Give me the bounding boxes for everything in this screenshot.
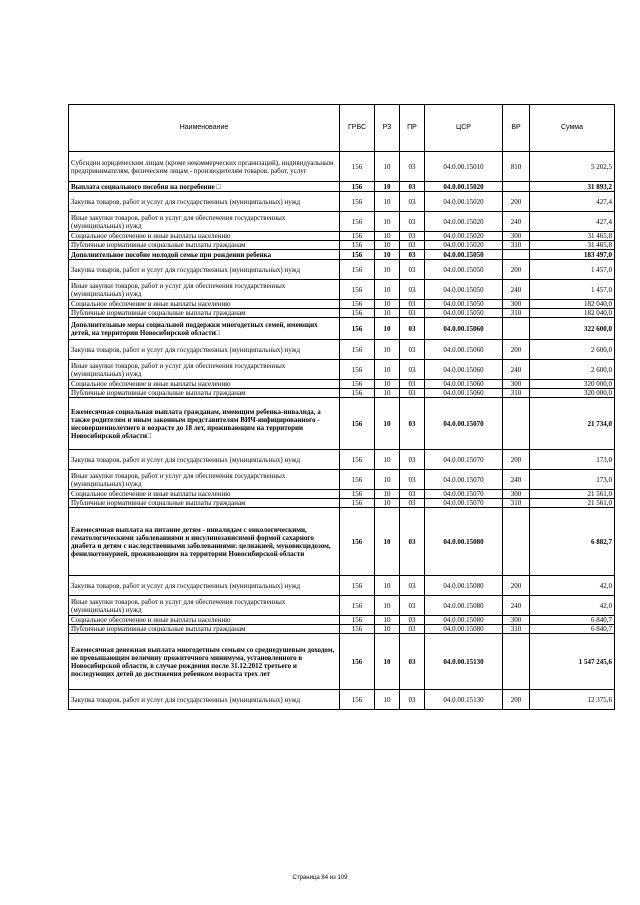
cell-vr: 310 — [503, 499, 530, 508]
cell-sum: 21 561,0 — [530, 490, 615, 499]
table-row — [69, 260, 615, 280]
cell-csr: 04.0.00.15060 — [425, 360, 503, 380]
cell-grbs: 156 — [340, 616, 375, 625]
cell-vr: 200 — [503, 450, 530, 470]
cell-rz: 10 — [375, 380, 400, 389]
cell-grbs: 156 — [340, 250, 375, 260]
cell-sum: 6 840,7 — [530, 625, 615, 634]
cell-vr: 200 — [503, 576, 530, 596]
cell-pr: 03 — [400, 232, 425, 241]
cell-pr: 03 — [400, 490, 425, 499]
cell-name: Иные закупки товаров, работ и услуг для обеспечения государственных (муниципальных) нужд — [69, 596, 340, 616]
cell-rz: 10 — [375, 250, 400, 260]
cell-grbs: 156 — [340, 625, 375, 634]
cell-pr: 03 — [400, 212, 425, 232]
table-row — [69, 576, 615, 596]
table-row — [69, 280, 615, 300]
table-row — [69, 596, 615, 616]
cell-name: Закупка товаров, работ и услуг для государственных (муниципальных) нужд — [69, 192, 340, 212]
cell-pr: 03 — [400, 280, 425, 300]
page-number: Страница 84 из 109 — [292, 875, 348, 881]
cell-pr: 03 — [400, 508, 425, 576]
cell-pr: 03 — [400, 360, 425, 380]
cell-vr: 200 — [503, 690, 530, 710]
cell-vr: 240 — [503, 212, 530, 232]
cell-vr: 310 — [503, 625, 530, 634]
cell-vr: 300 — [503, 380, 530, 389]
header-sum: Сумма — [530, 105, 615, 152]
cell-sum: 31 893,2 — [530, 182, 615, 192]
cell-name: Ежемесячная социальная выплата гражданам, имеющим ребенка-инвалида, а также родителям и иным законным представителям ВИЧ-инфицированного - несовершеннолетнего в возрасте до 18 лет, проживающим на территории Новосибирской области□ — [69, 398, 340, 450]
cell-name: Закупка товаров, работ и услуг для государственных (муниципальных) нужд — [69, 450, 340, 470]
table-header-row — [69, 105, 615, 152]
cell-name: Иные закупки товаров, работ и услуг для обеспечения государственных (муниципальных) нужд — [69, 360, 340, 380]
cell-name: Публичные нормативные социальные выплаты гражданам — [69, 241, 340, 250]
cell-sum: 2 600,0 — [530, 340, 615, 360]
cell-pr: 03 — [400, 241, 425, 250]
cell-pr: 03 — [400, 182, 425, 192]
cell-sum: 1 457,0 — [530, 280, 615, 300]
cell-pr: 03 — [400, 499, 425, 508]
cell-sum: 42,0 — [530, 596, 615, 616]
cell-grbs: 156 — [340, 596, 375, 616]
table-row — [69, 616, 615, 625]
table-row — [69, 232, 615, 241]
cell-pr: 03 — [400, 625, 425, 634]
cell-vr: 300 — [503, 232, 530, 241]
cell-pr: 03 — [400, 450, 425, 470]
cell-name: Ежемесячная денежная выплата многодетным семьям со среднедушевым доходом, не превышающим величину прожиточного минимума, установленного в Новосибирской области, в случае рождения после 31.12.2012 третьего и последующих детей до достижения ребенком возраста трех лет — [69, 634, 340, 690]
cell-pr: 03 — [400, 470, 425, 490]
cell-name: Ежемесячная выплата на питание детям - инвалидам с онкологическими, гематологическими заболеваниями и инсулинозависимой формой сахарного диабета и детям с наследственными заболеваниями: целиакией, муковисцидозом, фенилкетонурией, проживающим на территории Новосибирской области — [69, 508, 340, 576]
cell-grbs: 156 — [340, 470, 375, 490]
cell-grbs: 156 — [340, 152, 375, 182]
cell-rz: 10 — [375, 212, 400, 232]
cell-grbs: 156 — [340, 340, 375, 360]
cell-name: Социальное обеспечение и иные выплаты населению — [69, 232, 340, 241]
cell-sum: 322 600,0 — [530, 318, 615, 340]
cell-name: Социальное обеспечение и иные выплаты населению — [69, 490, 340, 499]
cell-rz: 10 — [375, 450, 400, 470]
cell-csr: 04.0.00.15020 — [425, 212, 503, 232]
cell-name: Иные закупки товаров, работ и услуг для обеспечения государственных (муниципальных) нужд — [69, 280, 340, 300]
table-row — [69, 360, 615, 380]
cell-grbs: 156 — [340, 690, 375, 710]
cell-pr: 03 — [400, 300, 425, 309]
cell-grbs: 156 — [340, 192, 375, 212]
cell-rz: 10 — [375, 241, 400, 250]
cell-rz: 10 — [375, 192, 400, 212]
cell-rz: 10 — [375, 360, 400, 380]
cell-sum: 183 497,0 — [530, 250, 615, 260]
cell-csr: 04.0.00.15060 — [425, 318, 503, 340]
cell-pr: 03 — [400, 634, 425, 690]
cell-name: Публичные нормативные социальные выплаты гражданам — [69, 499, 340, 508]
cell-csr: 04.0.00.15060 — [425, 380, 503, 389]
cell-pr: 03 — [400, 260, 425, 280]
cell-sum: 2 600,0 — [530, 360, 615, 380]
cell-vr: 310 — [503, 389, 530, 398]
cell-pr: 03 — [400, 192, 425, 212]
cell-grbs: 156 — [340, 508, 375, 576]
budget-table — [68, 104, 615, 710]
cell-vr: 310 — [503, 309, 530, 318]
cell-grbs: 156 — [340, 380, 375, 389]
cell-csr: 04.0.00.15130 — [425, 690, 503, 710]
cell-csr: 04.0.00.15020 — [425, 241, 503, 250]
cell-vr — [503, 182, 530, 192]
cell-name: Закупка товаров, работ и услуг для государственных (муниципальных) нужд — [69, 260, 340, 280]
cell-name: Выплата социального пособия на погребение □ — [69, 182, 340, 192]
cell-rz: 10 — [375, 340, 400, 360]
table-row — [69, 470, 615, 490]
cell-csr: 04.0.00.15080 — [425, 576, 503, 596]
cell-grbs: 156 — [340, 280, 375, 300]
cell-name: Социальное обеспечение и иные выплаты населению — [69, 380, 340, 389]
cell-csr: 04.0.00.15020 — [425, 232, 503, 241]
cell-csr: 04.0.00.15070 — [425, 490, 503, 499]
table-row — [69, 508, 615, 576]
cell-sum: 21 734,0 — [530, 398, 615, 450]
cell-name: Дополнительное пособие молодой семье при рождении ребенка — [69, 250, 340, 260]
cell-pr: 03 — [400, 340, 425, 360]
cell-rz: 10 — [375, 625, 400, 634]
header-name: Наименование — [69, 105, 340, 152]
cell-sum: 31 465,8 — [530, 232, 615, 241]
cell-csr: 04.0.00.15020 — [425, 192, 503, 212]
table-row — [69, 450, 615, 470]
cell-sum: 21 561,0 — [530, 499, 615, 508]
cell-grbs: 156 — [340, 260, 375, 280]
cell-pr: 03 — [400, 596, 425, 616]
cell-rz: 10 — [375, 616, 400, 625]
cell-rz: 10 — [375, 490, 400, 499]
cell-vr: 300 — [503, 490, 530, 499]
cell-sum: 31 465,8 — [530, 241, 615, 250]
cell-rz: 10 — [375, 596, 400, 616]
cell-grbs: 156 — [340, 499, 375, 508]
cell-pr: 03 — [400, 398, 425, 450]
cell-rz: 10 — [375, 499, 400, 508]
cell-name: Закупка товаров, работ и услуг для государственных (муниципальных) нужд — [69, 690, 340, 710]
cell-vr: 240 — [503, 360, 530, 380]
cell-grbs: 156 — [340, 212, 375, 232]
table-row — [69, 490, 615, 499]
cell-csr: 04.0.00.15070 — [425, 470, 503, 490]
cell-name: Иные закупки товаров, работ и услуг для обеспечения государственных (муниципальных) нужд — [69, 212, 340, 232]
table-row — [69, 389, 615, 398]
cell-rz: 10 — [375, 309, 400, 318]
cell-grbs: 156 — [340, 490, 375, 499]
cell-csr: 04.0.00.15050 — [425, 250, 503, 260]
cell-sum: 1 457,0 — [530, 260, 615, 280]
header-csr: ЦСР — [425, 105, 503, 152]
cell-vr — [503, 318, 530, 340]
cell-csr: 04.0.00.15080 — [425, 616, 503, 625]
table-row — [69, 300, 615, 309]
cell-vr: 200 — [503, 192, 530, 212]
cell-vr: 300 — [503, 616, 530, 625]
cell-csr: 04.0.00.15050 — [425, 260, 503, 280]
table-row — [69, 340, 615, 360]
cell-sum: 320 000,0 — [530, 380, 615, 389]
cell-rz: 10 — [375, 260, 400, 280]
cell-grbs: 156 — [340, 241, 375, 250]
cell-grbs: 156 — [340, 450, 375, 470]
cell-csr: 04.0.00.15130 — [425, 634, 503, 690]
cell-rz: 10 — [375, 470, 400, 490]
table-row — [69, 380, 615, 389]
cell-sum: 173,0 — [530, 470, 615, 490]
cell-grbs: 156 — [340, 318, 375, 340]
cell-csr: 04.0.00.15060 — [425, 389, 503, 398]
cell-grbs: 156 — [340, 360, 375, 380]
table-row — [69, 499, 615, 508]
cell-pr: 03 — [400, 309, 425, 318]
cell-sum: 182 040,0 — [530, 309, 615, 318]
cell-rz: 10 — [375, 318, 400, 340]
cell-pr: 03 — [400, 250, 425, 260]
cell-sum: 6 882,7 — [530, 508, 615, 576]
cell-vr — [503, 250, 530, 260]
table-row — [69, 318, 615, 340]
cell-name: Публичные нормативные социальные выплаты гражданам — [69, 309, 340, 318]
cell-name: Иные закупки товаров, работ и услуг для обеспечения государственных (муниципальных) нужд — [69, 470, 340, 490]
cell-csr: 04.0.00.15020 — [425, 182, 503, 192]
cell-vr — [503, 508, 530, 576]
cell-sum: 173,0 — [530, 450, 615, 470]
cell-vr: 810 — [503, 152, 530, 182]
cell-pr: 03 — [400, 318, 425, 340]
cell-rz: 10 — [375, 690, 400, 710]
cell-grbs: 156 — [340, 389, 375, 398]
cell-vr: 300 — [503, 300, 530, 309]
table-body — [69, 152, 615, 710]
cell-sum: 320 000,0 — [530, 389, 615, 398]
cell-vr — [503, 634, 530, 690]
table-row — [69, 241, 615, 250]
cell-grbs: 156 — [340, 182, 375, 192]
cell-sum: 1 547 245,6 — [530, 634, 615, 690]
cell-vr — [503, 398, 530, 450]
cell-csr: 04.0.00.15010 — [425, 152, 503, 182]
cell-rz: 10 — [375, 634, 400, 690]
cell-vr: 200 — [503, 340, 530, 360]
cell-rz: 10 — [375, 576, 400, 596]
header-vr: ВР — [503, 105, 530, 152]
cell-grbs: 156 — [340, 398, 375, 450]
cell-name: Субсидии юридическим лицам (кроме некоммерческих организаций), индивидуальным предпринимателям, физическим лицам - производителям товаров, работ, услуг — [69, 152, 340, 182]
cell-sum: 42,0 — [530, 576, 615, 596]
cell-pr: 03 — [400, 616, 425, 625]
cell-name: Закупка товаров, работ и услуг для государственных (муниципальных) нужд — [69, 340, 340, 360]
cell-pr: 03 — [400, 389, 425, 398]
table-row — [69, 634, 615, 690]
cell-name: Дополнительные меры социальной поддержки многодетных семей, имеющих детей, на территории Новосибирской области□ — [69, 318, 340, 340]
cell-csr: 04.0.00.15080 — [425, 508, 503, 576]
cell-name: Закупка товаров, работ и услуг для государственных (муниципальных) нужд — [69, 576, 340, 596]
cell-grbs: 156 — [340, 576, 375, 596]
cell-rz: 10 — [375, 389, 400, 398]
cell-csr: 04.0.00.15080 — [425, 625, 503, 634]
cell-csr: 04.0.00.15050 — [425, 300, 503, 309]
cell-name: Социальное обеспечение и иные выплаты населению — [69, 616, 340, 625]
cell-grbs: 156 — [340, 232, 375, 241]
cell-pr: 03 — [400, 576, 425, 596]
cell-sum: 5 202,5 — [530, 152, 615, 182]
table-row — [69, 625, 615, 634]
cell-rz: 10 — [375, 182, 400, 192]
cell-sum: 6 840,7 — [530, 616, 615, 625]
cell-pr: 03 — [400, 380, 425, 389]
table-row — [69, 250, 615, 260]
cell-rz: 10 — [375, 232, 400, 241]
cell-vr: 310 — [503, 241, 530, 250]
cell-name: Публичные нормативные социальные выплаты гражданам — [69, 389, 340, 398]
cell-grbs: 156 — [340, 634, 375, 690]
cell-csr: 04.0.00.15060 — [425, 340, 503, 360]
cell-vr: 200 — [503, 260, 530, 280]
cell-pr: 03 — [400, 690, 425, 710]
table-row — [69, 309, 615, 318]
cell-csr: 04.0.00.15050 — [425, 309, 503, 318]
cell-vr: 240 — [503, 470, 530, 490]
table-row — [69, 398, 615, 450]
cell-rz: 10 — [375, 152, 400, 182]
cell-csr: 04.0.00.15070 — [425, 499, 503, 508]
cell-vr: 240 — [503, 280, 530, 300]
cell-sum: 427,4 — [530, 192, 615, 212]
table-row — [69, 192, 615, 212]
cell-csr: 04.0.00.15070 — [425, 398, 503, 450]
cell-pr: 03 — [400, 152, 425, 182]
cell-name: Публичные нормативные социальные выплаты гражданам — [69, 625, 340, 634]
cell-csr: 04.0.00.15070 — [425, 450, 503, 470]
cell-rz: 10 — [375, 280, 400, 300]
header-pr: ПР — [400, 105, 425, 152]
header-grbs: ГРБС — [340, 105, 375, 152]
table-row — [69, 212, 615, 232]
cell-rz: 10 — [375, 508, 400, 576]
cell-grbs: 156 — [340, 309, 375, 318]
cell-csr: 04.0.00.15050 — [425, 280, 503, 300]
table-row — [69, 182, 615, 192]
cell-grbs: 156 — [340, 300, 375, 309]
cell-vr: 240 — [503, 596, 530, 616]
header-rz: РЗ — [375, 105, 400, 152]
cell-sum: 12 375,6 — [530, 690, 615, 710]
cell-csr: 04.0.00.15080 — [425, 596, 503, 616]
cell-sum: 182 040,0 — [530, 300, 615, 309]
cell-name: Социальное обеспечение и иные выплаты населению — [69, 300, 340, 309]
table-row — [69, 690, 615, 710]
cell-rz: 10 — [375, 398, 400, 450]
table-row — [69, 152, 615, 182]
cell-rz: 10 — [375, 300, 400, 309]
cell-sum: 427,4 — [530, 212, 615, 232]
